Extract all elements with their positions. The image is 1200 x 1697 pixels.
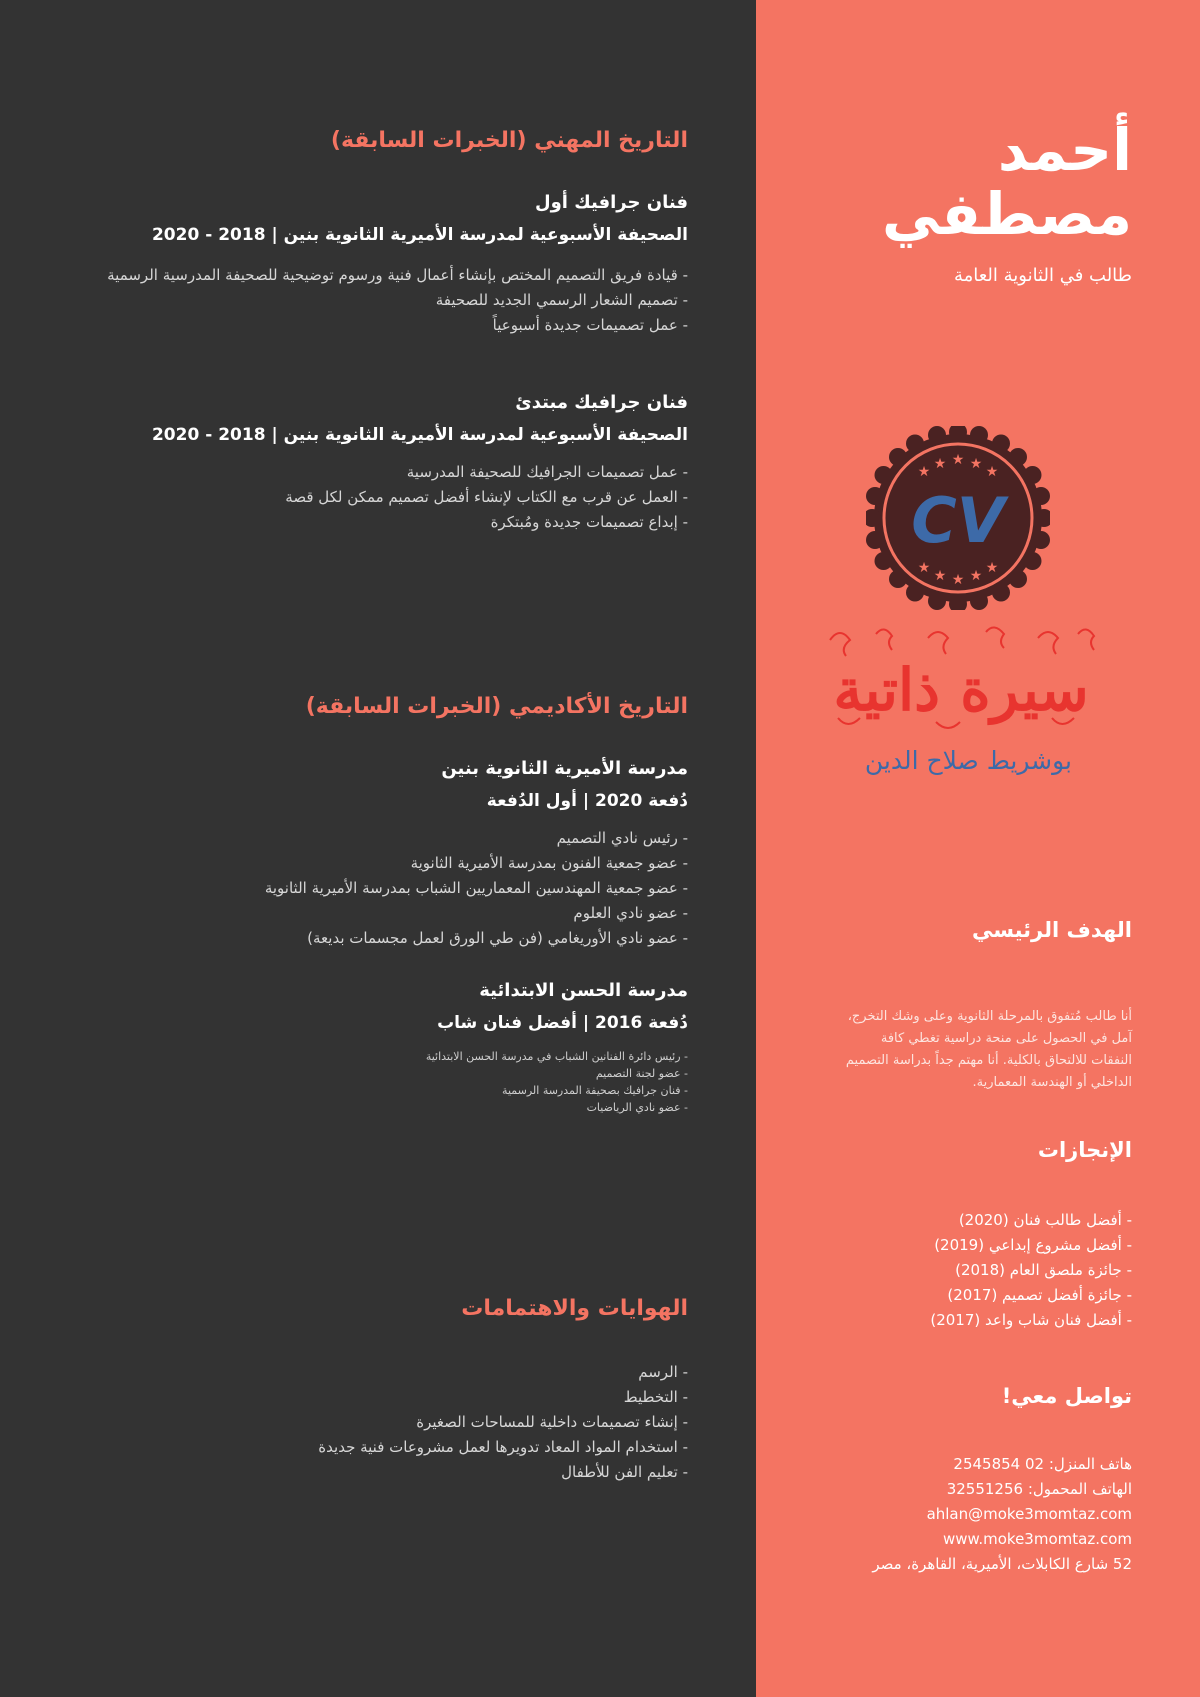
list-item: - إنشاء تصميمات داخلية للمساحات الصغيرة	[416, 1413, 688, 1431]
right-panel	[756, 0, 1200, 1697]
list-item: - عضو نادي الرياضيات	[586, 1101, 688, 1114]
list-item: - رئيس دائرة الفنانين الشباب في مدرسة الحسن الابتدائية	[425, 1050, 688, 1063]
list-item: - جائزة أفضل تصميم (2017)	[947, 1286, 1132, 1304]
school-title: مدرسة الحسن الابتدائية	[479, 980, 688, 1001]
academic-history-title: التاريخ الأكاديمي (الخبرات السابقة)	[305, 694, 688, 719]
list-item: - فنان جرافيك بصحيفة المدرسة الرسمية	[502, 1084, 688, 1097]
list-item: - عضو لجنة التصميم	[595, 1067, 688, 1080]
job-bullets	[68, 263, 688, 338]
job-subtitle: الصحيفة الأسبوعية لمدرسة الأميرية الثانوية بنين | 2018 - 2020	[151, 425, 688, 445]
svg-text:★: ★	[917, 464, 931, 480]
hobbies-title: الهوايات والاهتمامات	[461, 1296, 688, 1321]
mobile-phone: الهاتف المحمول: 32551256	[946, 1480, 1132, 1498]
list-item: - العمل عن قرب مع الكتاب لإنشاء أفضل تصميم ممكن لكل قصة	[285, 488, 688, 506]
school-bullets	[68, 826, 688, 951]
list-item: - أفضل فنان شاب واعد (2017)	[930, 1311, 1132, 1329]
list-item: - أفضل طالب فنان (2020)	[958, 1211, 1132, 1229]
address: 52 شارع الكابلات، الأميرية، القاهرة، مصر	[872, 1555, 1132, 1573]
name-last: مصطفي	[882, 180, 1132, 248]
job-bullets	[68, 460, 688, 535]
school-subtitle: دُفعة 2016 | أفضل فنان شاب	[437, 1013, 688, 1033]
list-item: - رئيس نادي التصميم	[556, 829, 688, 847]
achievements-title: الإنجازات	[1037, 1138, 1132, 1162]
list-item: - عضو جمعية المهندسين المعماريين الشباب بمدرسة الأميرية الثانوية	[264, 879, 688, 897]
list-item: - تعليم الفن للأطفال	[561, 1463, 688, 1481]
svg-text:★: ★	[917, 560, 931, 576]
svg-text:★: ★	[951, 452, 965, 468]
contact-block	[812, 1452, 1132, 1577]
job-subtitle: الصحيفة الأسبوعية لمدرسة الأميرية الثانوية بنين | 2018 - 2020	[151, 225, 688, 245]
badge-cv-text: CV	[911, 484, 1005, 557]
list-item: - عمل تصميمات الجرافيك للصحيفة المدرسية	[406, 463, 688, 481]
list-item: - جائزة ملصق العام (2018)	[955, 1261, 1132, 1279]
name-first: أحمد	[997, 116, 1132, 184]
list-item: - تصميم الشعار الرسمي الجديد للصحيفة	[435, 291, 688, 309]
achievements-list	[832, 1208, 1132, 1333]
list-item: - قيادة فريق التصميم المختص بإنشاء أعمال فنية ورسوم توضيحية للصحيفة المدرسية الرسمية	[107, 266, 688, 284]
list-item: - عضو نادي العلوم	[573, 904, 688, 922]
objective-title: الهدف الرئيسي	[971, 918, 1132, 942]
list-item: - الرسم	[638, 1363, 688, 1381]
list-item: - أفضل مشروع إبداعي (2019)	[934, 1236, 1132, 1254]
svg-text:★: ★	[985, 464, 999, 480]
list-item: - عضو جمعية الفنون بمدرسة الأميرية الثانوية	[410, 854, 688, 872]
tagline: طالب في الثانوية العامة	[953, 265, 1132, 286]
svg-text:★: ★	[969, 568, 983, 584]
school-title: مدرسة الأميرية الثانوية بنين	[441, 758, 688, 779]
home-phone: هاتف المنزل: 02 2545854	[953, 1455, 1132, 1473]
svg-text:★: ★	[933, 456, 947, 472]
svg-text:★: ★	[985, 560, 999, 576]
svg-text:★: ★	[951, 572, 965, 588]
job-title: فنان جرافيك أول	[535, 192, 688, 213]
svg-text:★: ★	[933, 568, 947, 584]
website-link[interactable]: www.moke3momtaz.com	[942, 1530, 1132, 1548]
list-item: - عمل تصميمات جديدة أسبوعياً	[492, 316, 688, 334]
job-title: فنان جرافيك مبتدئ	[515, 392, 688, 413]
list-item: - استخدام المواد المعاد تدويرها لعمل مشروعات فنية جديدة	[318, 1438, 688, 1456]
school-subtitle: دُفعة 2020 | أول الدُفعة	[486, 791, 688, 811]
list-item: - إبداع تصميمات جديدة ومُبتكرة	[490, 513, 688, 531]
svg-text:★: ★	[969, 456, 983, 472]
school-bullets	[68, 1048, 688, 1116]
objective-text: أنا طالب مُتفوق بالمرحلة الثانوية وعلى وشك التخرج، آمل في الحصول على منحة دراسية تغطي كافة النفقات للالتحاق بالكلية. أنا مهتم جداً بدراسة التصميم الداخلي أو الهندسة المعمارية.	[845, 1009, 1132, 1090]
calligraphy-title: سيرة ذاتية	[833, 656, 1089, 724]
list-item: - عضو نادي الأوريغامي (فن طي الورق لعمل مجسمات بديعة)	[307, 929, 688, 947]
hobbies-list	[68, 1360, 688, 1485]
calligraphy-ornament	[816, 622, 1106, 742]
email-link[interactable]: ahlan@moke3momtaz.com	[926, 1505, 1132, 1523]
professional-history-title: التاريخ المهني (الخبرات السابقة)	[330, 128, 688, 153]
author-name: بوشريط صلاح الدين	[864, 746, 1072, 775]
contact-title: تواصل معي!	[1001, 1384, 1132, 1408]
list-item: - التخطيط	[623, 1388, 688, 1406]
cv-badge	[866, 426, 1050, 610]
